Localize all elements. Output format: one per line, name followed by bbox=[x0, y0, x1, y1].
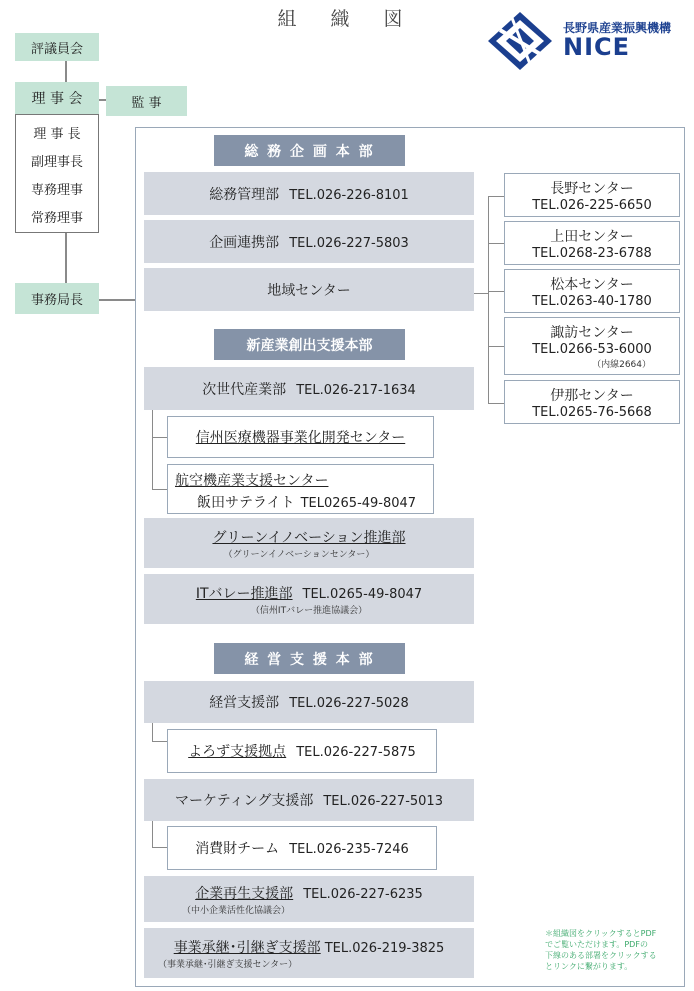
dept-planning-liaison[interactable] bbox=[144, 220, 474, 263]
link-revitalization[interactable]: 企業再生支援部 bbox=[195, 885, 294, 902]
center-ext: （内線2664） bbox=[592, 360, 651, 370]
center-aerospace[interactable] bbox=[167, 464, 434, 514]
center-nagano[interactable] bbox=[504, 173, 680, 217]
dept-revitalization[interactable] bbox=[144, 876, 474, 922]
dept-tel: TEL.026-227-6235 bbox=[303, 886, 423, 902]
section-header-planning: 総 務 企 画 本 部 bbox=[214, 135, 405, 166]
link-business-succession[interactable]: 事業承継･引継ぎ支援部 bbox=[173, 939, 321, 956]
yorozu-support-box[interactable] bbox=[167, 729, 437, 773]
center-name: 伊那センター bbox=[550, 387, 634, 404]
dept-name: 企画連携部 bbox=[209, 234, 280, 251]
section-header-new-industry: 新産業創出支援本部 bbox=[214, 329, 405, 360]
dept-tel: TEL.026-226-8101 bbox=[289, 187, 409, 203]
section-header-management: 経 営 支 援 本 部 bbox=[214, 643, 405, 674]
nice-logo-icon bbox=[486, 10, 554, 72]
dept-note: （信州ITバレー推進協議会） bbox=[250, 605, 368, 616]
dept-tel: TEL.026-227-5803 bbox=[289, 235, 409, 251]
center-ueda[interactable] bbox=[504, 221, 680, 265]
footnote-line: ＊組織図をクリックするとPDF bbox=[545, 929, 657, 938]
dept-name: 地域センター bbox=[267, 282, 351, 299]
center-tel: TEL.026-225-6650 bbox=[532, 197, 652, 213]
dept-general-affairs[interactable] bbox=[144, 172, 474, 215]
consumer-goods-team-box[interactable] bbox=[167, 826, 437, 870]
satellite-name: 飯田サテライト bbox=[197, 495, 295, 511]
dept-tel: TEL.026-219-3825 bbox=[324, 940, 445, 956]
dept-business-succession[interactable] bbox=[144, 928, 474, 978]
auditor-box[interactable]: 監 事 bbox=[106, 86, 187, 116]
satellite-tel: TEL0265-49-8047 bbox=[300, 496, 417, 511]
link-medical-devices[interactable]: 信州医療機器事業化開発センター bbox=[195, 430, 406, 446]
link-yorozu[interactable]: よろず支援拠点 bbox=[188, 744, 287, 760]
dept-name: 次世代産業部 bbox=[202, 381, 287, 398]
center-name: 上田センター bbox=[550, 228, 634, 245]
center-name: 諏訪センター bbox=[550, 325, 634, 341]
center-ina[interactable] bbox=[504, 380, 680, 424]
center-tel: TEL.0263-40-1780 bbox=[532, 293, 652, 309]
center-suwa[interactable] bbox=[504, 317, 680, 375]
role-managing-director: 常務理事 bbox=[30, 211, 83, 226]
page-title: 組 織 図 bbox=[277, 8, 417, 30]
center-name: 松本センター bbox=[550, 276, 634, 293]
dept-name: マーケティング支援部 bbox=[175, 793, 314, 809]
officers-box bbox=[15, 114, 99, 233]
dept-it-valley[interactable] bbox=[144, 574, 474, 624]
link-aerospace[interactable]: 航空機産業支援センター bbox=[175, 473, 329, 489]
yorozu-tel: TEL.026-227-5875 bbox=[296, 745, 416, 760]
center-matsumoto[interactable] bbox=[504, 269, 680, 313]
link-it-valley[interactable]: ITバレー推進部 bbox=[195, 585, 293, 602]
logo-abbr: NICE bbox=[563, 33, 631, 61]
center-tel: TEL.0266-53-6000 bbox=[532, 342, 652, 357]
dept-green-innovation[interactable] bbox=[144, 518, 474, 568]
role-senior-director: 専務理事 bbox=[30, 183, 83, 198]
board-box[interactable]: 理 事 会 bbox=[15, 82, 99, 114]
link-green-innovation[interactable]: グリーンイノベーション推進部 bbox=[212, 529, 406, 546]
dept-tel: TEL.0265-49-8047 bbox=[302, 586, 423, 602]
team-name: 消費財チーム bbox=[195, 841, 280, 857]
dept-note: （中小企業活性化協議会） bbox=[182, 905, 291, 916]
center-name: 長野センター bbox=[550, 180, 634, 197]
footnote-line: とリンクに繋がります。 bbox=[545, 962, 633, 971]
center-tel: TEL.0268-23-6788 bbox=[532, 245, 652, 261]
dept-management-support[interactable] bbox=[144, 681, 474, 723]
dept-next-generation[interactable] bbox=[144, 367, 474, 410]
dept-marketing[interactable] bbox=[144, 779, 474, 821]
center-medical-devices[interactable] bbox=[167, 416, 434, 458]
footnote-line: 下線のある部署をクリックする bbox=[545, 951, 657, 960]
role-chairman: 理 事 長 bbox=[33, 127, 81, 142]
dept-tel: TEL.026-227-5013 bbox=[323, 794, 443, 809]
team-tel: TEL.026-235-7246 bbox=[289, 842, 409, 857]
dept-note: （グリーンイノベーションセンター） bbox=[223, 549, 375, 560]
dept-tel: TEL.026-217-1634 bbox=[296, 382, 416, 398]
dept-tel: TEL.026-227-5028 bbox=[289, 696, 409, 711]
logo-org-name: 長野県産業振興機構 bbox=[563, 21, 672, 35]
council-box[interactable]: 評議員会 bbox=[15, 33, 99, 61]
secretariat-box[interactable]: 事務局長 bbox=[15, 283, 99, 314]
center-tel: TEL.0265-76-5668 bbox=[532, 404, 652, 420]
dept-name: 経営支援部 bbox=[209, 695, 280, 711]
dept-regional-centers[interactable] bbox=[144, 268, 474, 311]
role-vice-chairman: 副理事長 bbox=[30, 155, 83, 170]
footnote bbox=[545, 928, 675, 972]
dept-name: 総務管理部 bbox=[209, 186, 280, 203]
dept-note: （事業承継･引継ぎ支援センター） bbox=[158, 959, 298, 970]
footnote-line: でご覧いただけます。PDFの bbox=[545, 940, 648, 949]
